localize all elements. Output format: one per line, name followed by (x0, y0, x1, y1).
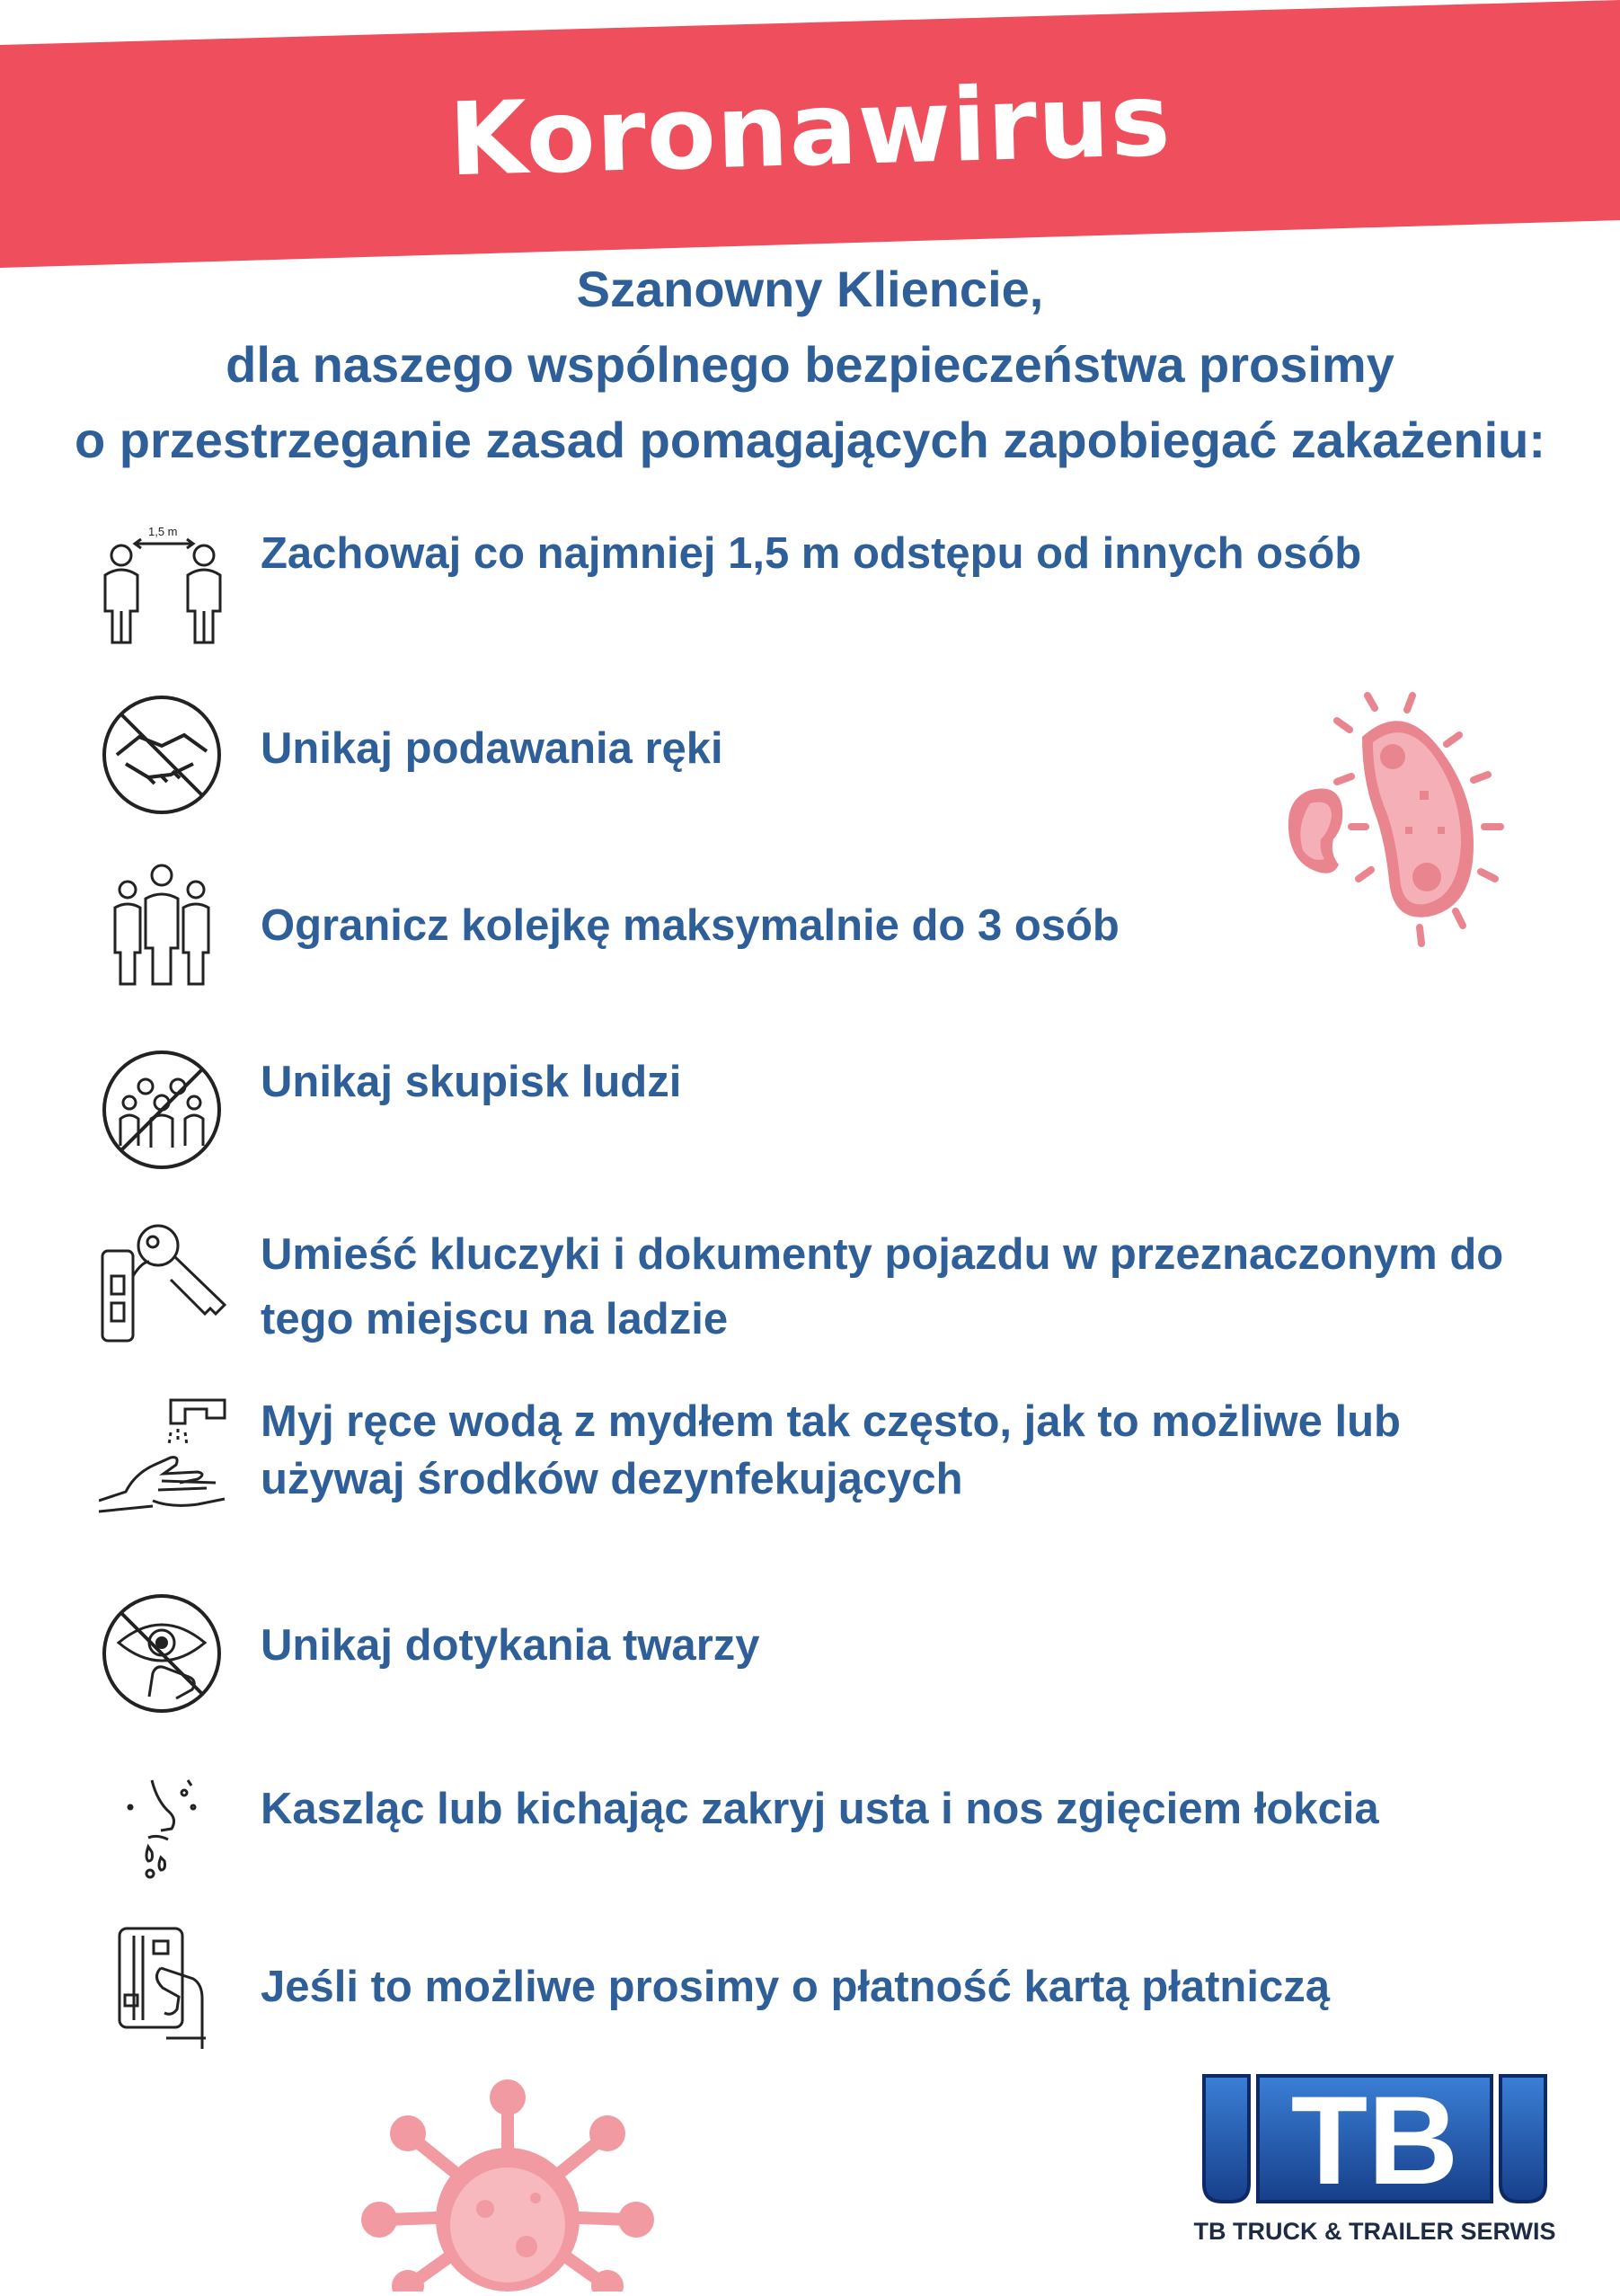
intro-line-1: Szanowny Kliencie, (576, 261, 1044, 317)
rule-4-text: Unikaj skupisk ludzi (261, 1058, 682, 1106)
rule-2-text: Unikaj podawania ręki (261, 724, 723, 773)
intro-text (0, 252, 1620, 478)
rule-5-line-1: Umieść kluczyki i dokumenty pojazdu w przeznaczonym do (261, 1230, 1504, 1279)
rule-8-text: Kaszląc lub kichając zakryj usta i nos zgięciem łokcia (261, 1785, 1379, 1833)
rule-1-text: Zachowaj co najmniej 1,5 m odstępu od innych osób (261, 529, 1362, 578)
banner-title: Koronawirus (447, 61, 1173, 199)
car-key-icon (99, 1222, 234, 1348)
logo-mark: TB (1290, 2070, 1459, 2211)
virus-illustration (359, 2067, 656, 2296)
no-crowd-icon (99, 1047, 225, 1173)
no-handshake-icon (99, 692, 225, 818)
rule-5-text (261, 1222, 1503, 1352)
rule-7-text: Unikaj dotykania twarzy (261, 1621, 760, 1670)
social-distance-icon (94, 521, 238, 647)
rule-9-text: Jeśli to możliwe prosimy o płatność kartą płatniczą (261, 1963, 1330, 2011)
rule-6-line-1: Myj ręce wodą z mydłem tak często, jak to możliwe lub (261, 1397, 1401, 1446)
logo-caption: TB TRUCK & TRAILER SERWIS (1193, 2218, 1556, 2245)
rule-5-line-2: tego miejscu na ladzie (261, 1295, 729, 1343)
sneeze-icon (121, 1775, 202, 1883)
hand-washing-icon (99, 1393, 229, 1519)
intro-line-3: o przestrzeganie zasad pomagających zapobiegać zakażeniu: (75, 412, 1545, 468)
queue-people-icon (108, 863, 216, 988)
distance-label: 1,5 m (148, 525, 178, 538)
card-payment-icon (112, 1923, 211, 2053)
bacteria-illustration (1276, 692, 1518, 966)
header-banner (0, 0, 1620, 270)
rule-3-text: Ogranicz kolejkę maksymalnie do 3 osób (261, 901, 1120, 950)
rule-6-line-2: używaj środków dezynfekujących (261, 1455, 963, 1503)
no-face-touch-icon (99, 1591, 225, 1716)
rule-6-text (261, 1393, 1401, 1508)
intro-line-2: dla naszego wspólnego bezpieczeństwa prosimy (226, 336, 1394, 393)
